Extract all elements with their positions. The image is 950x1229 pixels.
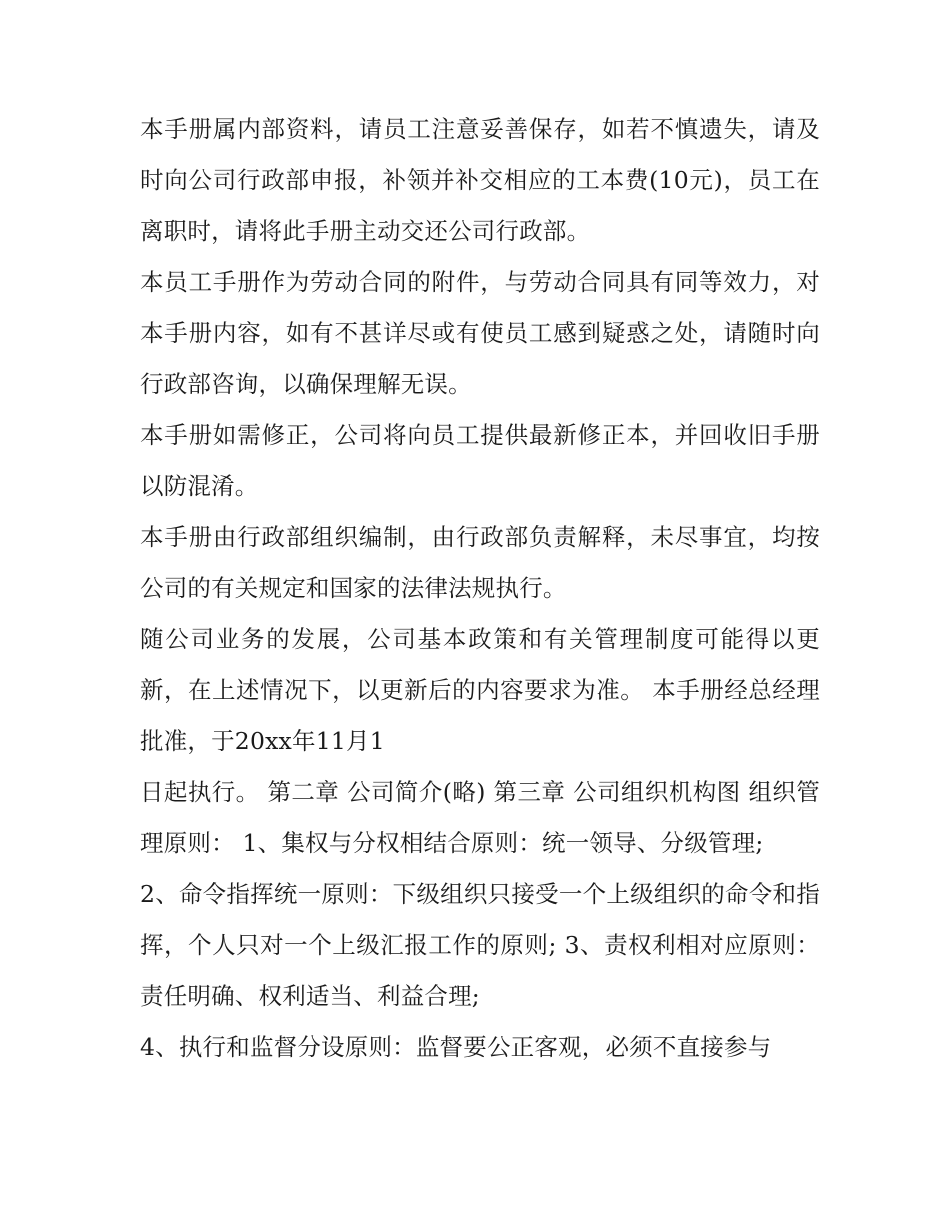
paragraph-policy-update: 随公司业务的发展，公司基本政策和有关管理制度可能得以更新，在上述情况下，以更新后的内容要求为准。 本手册经总经理批准，于20xx年11月1 <box>140 625 820 755</box>
paragraph-manual-custody: 本手册属内部资料，请员工注意妥善保存，如若不慎遗失，请及时向公司行政部申报，补领并补交相应的工本费(10元)，员工在离职时，请将此手册主动交还公司行政部。 <box>140 115 820 245</box>
paragraph-revision: 本手册如需修正，公司将向员工提供最新修正本，并回收旧手册以防混淆。 <box>140 421 820 500</box>
paragraph-supervision-principle: 4、执行和监督分设原则：监督要公正客观，必须不直接参与 <box>140 1033 772 1061</box>
paragraph-command-principle: 2、命令指挥统一原则：下级组织只接受一个上级组织的命令和指挥，个人只对一个上级汇报工作的原则; 3、责权利相对应原则：责任明确、权利适当、利益合理; <box>140 880 820 1010</box>
paragraph-chapters-principles: 日起执行。 第二章 公司简介(略) 第三章 公司组织机构图 组织管理原则： 1、集权与分权相结合原则：统一领导、分级管理; <box>140 778 820 857</box>
paragraph-contract-attachment: 本员工手册作为劳动合同的附件，与劳动合同具有同等效力，对本手册内容，如有不甚详尽或有使员工感到疑惑之处，请随时向行政部咨询，以确保理解无误。 <box>140 268 820 398</box>
paragraph-compilation: 本手册由行政部组织编制，由行政部负责解释，未尽事宜，均按公司的有关规定和国家的法律法规执行。 <box>140 523 820 602</box>
document-page <box>140 104 820 1073</box>
